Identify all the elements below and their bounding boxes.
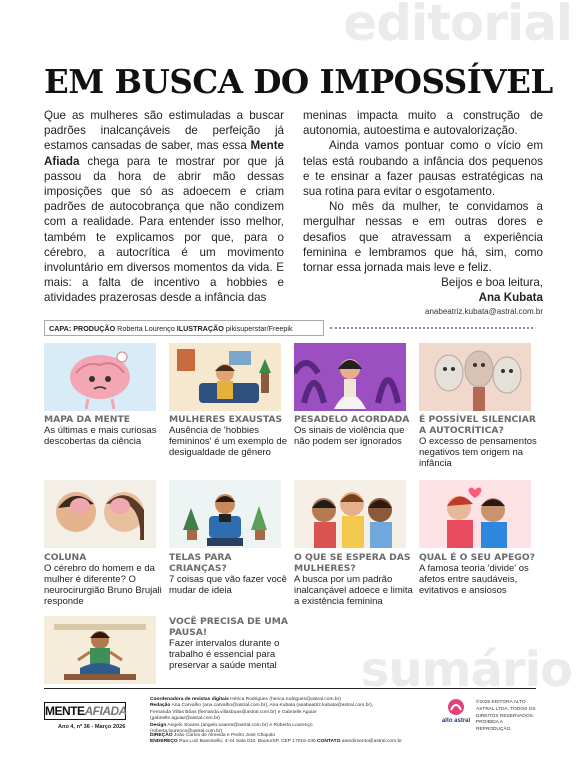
- thumb-masks-illustration[interactable]: [419, 343, 531, 411]
- contents-item-desc: Os sinais de violência que não podem ser ignorados: [294, 425, 405, 447]
- magazine-logo: MENTEAFIADA: [45, 704, 127, 718]
- magazine-name: Mente Afiada: [44, 139, 284, 168]
- contents-item-desc: Ausência de 'hobbies femininos' é um exemplo de desigualdade de gênero: [169, 425, 287, 458]
- editorial-column-2: [303, 108, 543, 318]
- thumb-child-with-phone-illustration[interactable]: [169, 480, 281, 548]
- contents-item[interactable]: [169, 552, 289, 596]
- page-title: EM BUSCA DO IMPOSSÍVEL: [44, 62, 553, 101]
- contents-item-desc: As últimas e mais curiosas descobertas da ciência: [44, 425, 157, 447]
- contents-item-desc: A famosa teoria 'divide' os afetos entre saudáveis, evitativos e ansiosos: [419, 563, 529, 596]
- contents-item[interactable]: [294, 414, 414, 447]
- contents-item[interactable]: [169, 616, 289, 671]
- contents-item-desc: A busca por um padrão inalcançável adoece e limita a existência feminina: [294, 574, 413, 607]
- cover-credit: CAPA: PRODUÇÃO Roberta Lourenço ILUSTRAÇÃO pikisuperstar/Freepik: [44, 320, 324, 336]
- contents-item[interactable]: [419, 552, 539, 596]
- contents-item[interactable]: [44, 552, 164, 607]
- thumb-two-heads-illustration[interactable]: [44, 480, 156, 548]
- contents-item-title: PESADELO ACORDADA: [294, 414, 410, 425]
- contents-item[interactable]: [294, 552, 414, 607]
- author-email[interactable]: anabeatriz.kubata@astral.com.br: [425, 306, 543, 316]
- thumb-tired-woman-illustration[interactable]: [169, 343, 281, 411]
- contents-item-title: O QUE SE ESPERA DAS MULHERES?: [294, 552, 411, 574]
- editorial-paragraph: meninas impacta muito a construção de autonomia, autoestima e autovalorização.: [303, 109, 543, 138]
- contents-item[interactable]: [419, 414, 539, 469]
- editorial-paragraph: Que as mulheres são estimuladas a buscar padrões inalcançáveis de perfeição já estamos cansadas de saber, mas essa Mente Afiada chega para te mostrar por que já passou da hora de abrir mão dessas imposições que só as adoecem e criam padrões de autocobrança que não condizem com a realidade. Para entender isso melhor, também te explicamos por que, para o cérebro, a autocrítica é um movimento involuntário em diversos momentos da vida. E mais: a falta de incentivo a hobbies e atividades prazerosas desde a infância das: [44, 109, 284, 305]
- thumb-couple-illustration[interactable]: [419, 480, 531, 548]
- section-watermark-editorial: editorial: [343, 0, 572, 52]
- contents-item-title: MAPA DA MENTE: [44, 414, 131, 425]
- sign-off: Beijos e boa leitura,: [441, 276, 543, 290]
- contents-item[interactable]: [44, 414, 164, 447]
- thumb-anxious-woman-illustration[interactable]: [294, 343, 406, 411]
- thumb-brain-illustration[interactable]: [44, 343, 156, 411]
- contents-item-title: É POSSÍVEL SILENCIAR A AUTOCRÍTICA?: [419, 414, 536, 436]
- contents-item-title: COLUNA: [44, 552, 87, 563]
- author-name: Ana Kubata: [478, 291, 543, 305]
- contents-item-title: VOCÊ PRECISA DE UMA PAUSA!: [169, 616, 288, 638]
- dotted-divider: [330, 327, 533, 329]
- contents-item-desc: 7 coisas que vão fazer você mudar de ideia: [169, 574, 287, 596]
- thumb-meditation-illustration[interactable]: [44, 616, 156, 684]
- contents-item[interactable]: [169, 414, 289, 458]
- copyright-notice: ©2026 EDITORA ALTO ASTRAL LTDA. TODOS OS DIREITOS RESERVADOS. PROIBIDA A REPRODUÇÃO.: [476, 700, 536, 733]
- contents-item-desc: Fazer intervalos durante o trabalho é essencial para preservar a saúde mental: [169, 638, 280, 671]
- contents-item-title: TELAS PARA CRIANÇAS?: [169, 552, 232, 574]
- staff-credits: Coordenadora de revistas digitais Hérica Rodrigues (herica.rodrigues@astral.com.br) Redação Ana Carvalho (ana.carvalho@astral.com.br), Ana Kubata (anabeatriz.kubata@astral.com.br), Fernanda Villas Bôas (fernanda.villasboas@astral.com.br) e Gabrielle Aguiar (gabrielle.aguiar@astral.com.br) Design Angelo Soares (angelo.soares@astral.com.br) e Roberta Lourenço (roberta.lourenco@astral.com.br): [150, 697, 374, 735]
- section-watermark-sumario: sumário: [360, 642, 572, 698]
- contents-item-title: MULHERES EXAUSTAS: [169, 414, 283, 425]
- contents-item-desc: O excesso de pensamentos negativos tem origem na infância: [419, 436, 537, 469]
- thumb-women-group-illustration[interactable]: [294, 480, 406, 548]
- publisher-logo: alto astral: [438, 698, 474, 724]
- edition-info: Ano 4, nº 36 - Março 2026: [58, 724, 126, 730]
- editorial-column-1: [44, 108, 284, 306]
- footer-rule: [44, 688, 536, 689]
- contents-item-title: QUAL É O SEU APEGO?: [419, 552, 535, 563]
- company-address: DIREÇÃO João Carlos de Almeida e Pedro José Chiquito ENDEREÇO Rua Luiz Bassinello, 4-44 Sala 010, Bauru/SP. CEP 17016-230 CONTATO atendimento@astral.com.br: [150, 733, 402, 745]
- contents-item-desc: O cérebro do homem e da mulher é diferente? O neurocirurgião Bruno Brujali responde: [44, 563, 162, 607]
- editorial-paragraph: No mês da mulher, te convidamos a mergulhar nessas e em outras dores e desafios que atravessam a experiência feminina e lembramos que há, sim, como tornar essa jornada mais leve e feliz.: [303, 200, 543, 275]
- publisher-logo-icon: [445, 698, 467, 716]
- editorial-paragraph: Ainda vamos pontuar como o vício em telas está roubando a infância dos pequenos e te ensinar a fazer pausas estratégicas na sua rotina para evitar o esgotamento.: [303, 139, 543, 199]
